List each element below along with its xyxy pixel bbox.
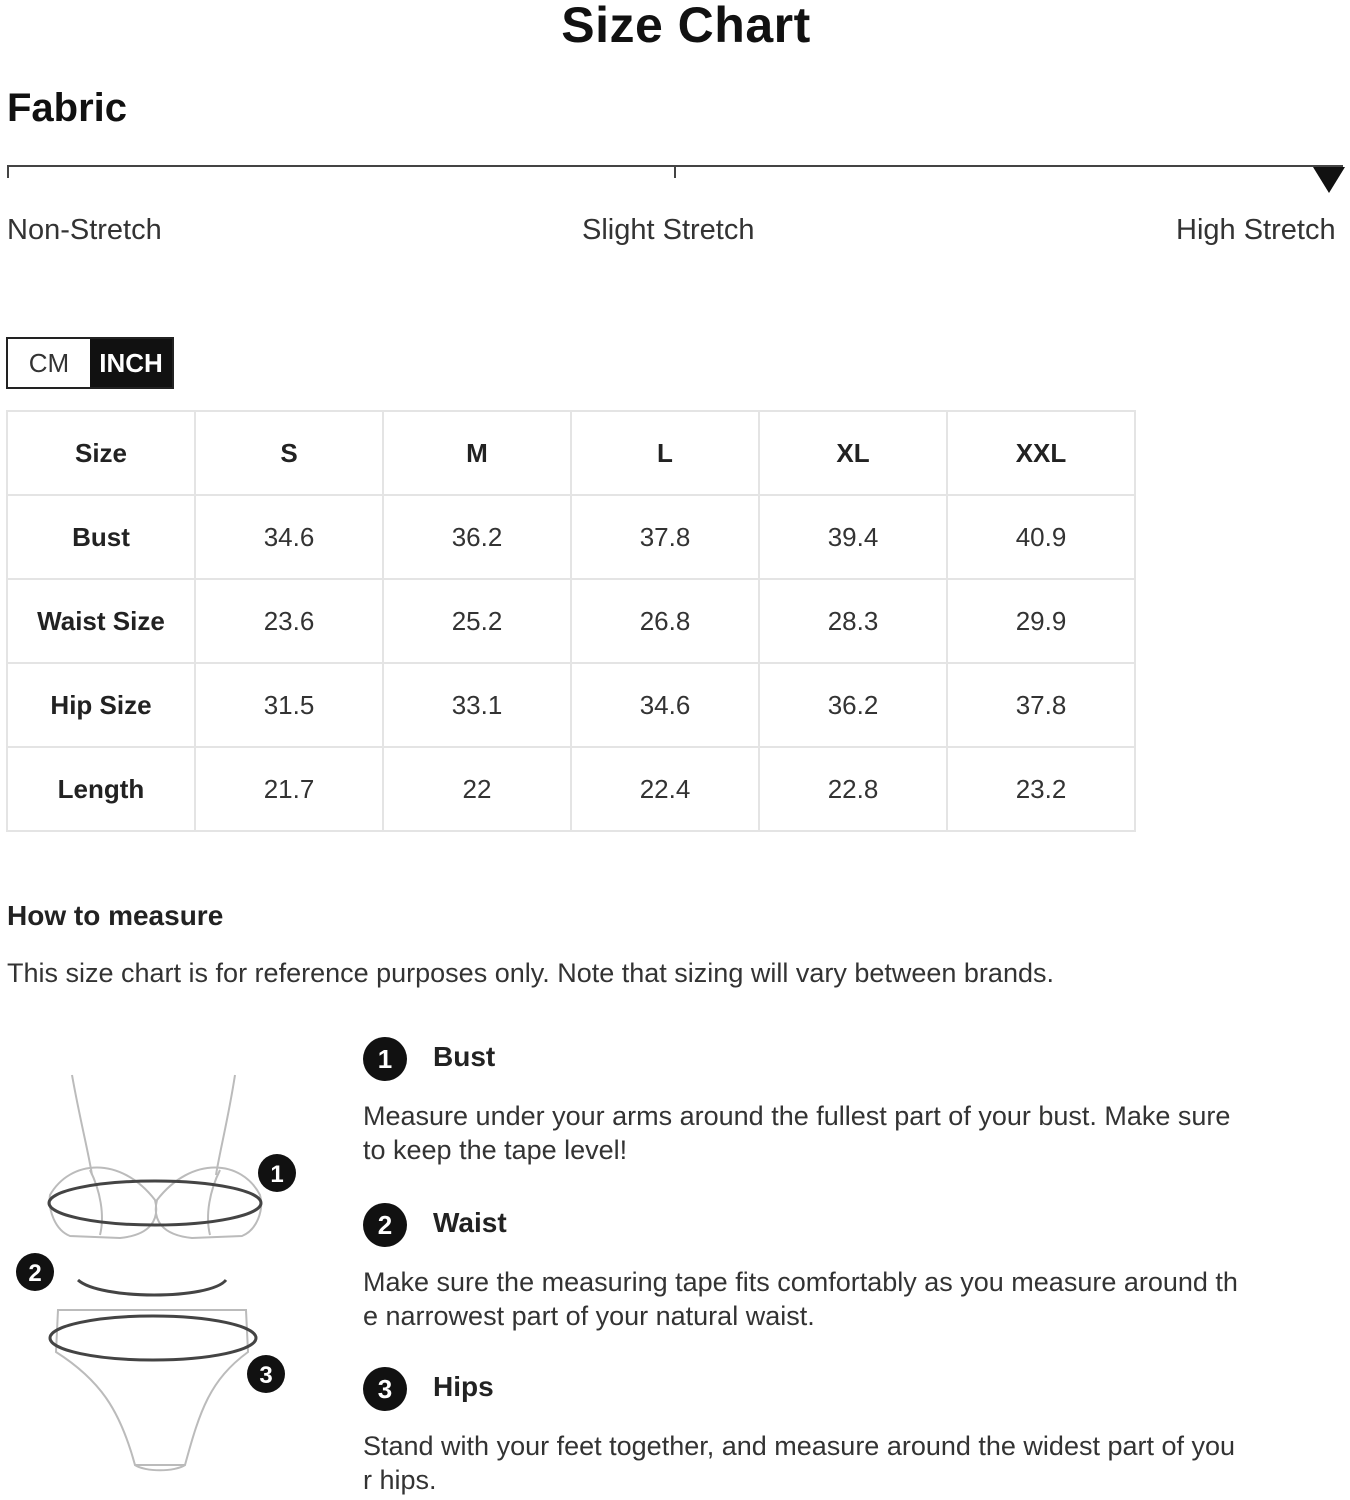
table-cell: 36.2 bbox=[383, 495, 571, 579]
table-row bbox=[7, 579, 1135, 663]
how-to-measure-heading: How to measure bbox=[7, 900, 224, 931]
measure-step-waist bbox=[363, 1203, 1243, 1343]
unit-inch-button[interactable]: INCH bbox=[90, 339, 172, 387]
scale-tick-middle bbox=[674, 166, 676, 178]
marker-1-label: 1 bbox=[270, 1161, 284, 1188]
marker-1-icon bbox=[258, 1154, 296, 1192]
bikini-bottom bbox=[56, 1310, 248, 1465]
table-cell: 34.6 bbox=[571, 663, 759, 747]
table-row bbox=[7, 747, 1135, 831]
table-header-row bbox=[7, 411, 1135, 495]
table-row bbox=[7, 663, 1135, 747]
unit-toggle bbox=[6, 337, 174, 389]
table-cell: 22.4 bbox=[571, 747, 759, 831]
scale-label-slight-stretch: Slight Stretch bbox=[582, 214, 755, 246]
fabric-heading: Fabric bbox=[7, 86, 128, 130]
marker-2-label: 2 bbox=[28, 1260, 42, 1287]
table-cell: 37.8 bbox=[947, 663, 1135, 747]
table-cell: 40.9 bbox=[947, 495, 1135, 579]
table-header-cell: S bbox=[195, 411, 383, 495]
measure-step-bust bbox=[363, 1037, 1243, 1177]
step-description: Measure under your arms around the fullest part of your bust. Make sure to keep the tape level! bbox=[363, 1101, 1231, 1165]
step-number-badge: 3 bbox=[363, 1367, 407, 1411]
unit-cm-button[interactable]: CM bbox=[8, 339, 90, 387]
strap-right bbox=[216, 1075, 235, 1175]
table-cell: 33.1 bbox=[383, 663, 571, 747]
table-cell: 25.2 bbox=[383, 579, 571, 663]
row-label: Hip Size bbox=[7, 663, 195, 747]
measure-step-hips bbox=[363, 1367, 1243, 1497]
scale-tick-start bbox=[7, 166, 9, 178]
scale-label-high-stretch: High Stretch bbox=[1176, 214, 1336, 246]
hip-measure-line bbox=[50, 1316, 256, 1360]
bikini-measure-illustration bbox=[10, 1060, 310, 1480]
table-cell: 22.8 bbox=[759, 747, 947, 831]
table-cell: 23.2 bbox=[947, 747, 1135, 831]
table-cell: 22 bbox=[383, 747, 571, 831]
table-cell: 21.7 bbox=[195, 747, 383, 831]
table-cell: 34.6 bbox=[195, 495, 383, 579]
table-header-cell: M bbox=[383, 411, 571, 495]
reference-note: This size chart is for reference purposes only. Note that sizing will vary between brands. bbox=[7, 958, 1054, 988]
row-label: Length bbox=[7, 747, 195, 831]
waist-measure-line bbox=[78, 1280, 226, 1295]
row-label: Waist Size bbox=[7, 579, 195, 663]
table-cell: 31.5 bbox=[195, 663, 383, 747]
table-cell: 28.3 bbox=[759, 579, 947, 663]
marker-3-icon bbox=[247, 1355, 285, 1393]
table-cell: 26.8 bbox=[571, 579, 759, 663]
strap-left bbox=[72, 1075, 92, 1175]
table-cell: 39.4 bbox=[759, 495, 947, 579]
stretch-pointer-icon bbox=[1313, 167, 1345, 193]
table-header-cell: XL bbox=[759, 411, 947, 495]
table-header-cell: XXL bbox=[947, 411, 1135, 495]
cup-left bbox=[50, 1168, 157, 1239]
step-number-badge: 1 bbox=[363, 1037, 407, 1081]
scale-label-non-stretch: Non-Stretch bbox=[7, 214, 162, 246]
table-cell: 36.2 bbox=[759, 663, 947, 747]
step-number-badge: 2 bbox=[363, 1203, 407, 1247]
table-header-cell: L bbox=[571, 411, 759, 495]
step-description: Make sure the measuring tape fits comfortably as you measure around the narrowest part of your natural waist. bbox=[363, 1267, 1238, 1331]
step-title: Bust bbox=[433, 1041, 496, 1072]
size-table bbox=[6, 410, 1136, 832]
table-row bbox=[7, 495, 1135, 579]
page-title: Size Chart bbox=[561, 0, 811, 53]
marker-3-label: 3 bbox=[259, 1362, 273, 1389]
table-cell: 23.6 bbox=[195, 579, 383, 663]
step-description: Stand with your feet together, and measure around the widest part of your hips. bbox=[363, 1431, 1236, 1495]
table-cell: 37.8 bbox=[571, 495, 759, 579]
step-title: Waist bbox=[433, 1207, 507, 1238]
table-cell: 29.9 bbox=[947, 579, 1135, 663]
row-label: Bust bbox=[7, 495, 195, 579]
marker-2-icon bbox=[16, 1253, 54, 1291]
step-title: Hips bbox=[433, 1371, 494, 1402]
table-header-cell: Size bbox=[7, 411, 195, 495]
